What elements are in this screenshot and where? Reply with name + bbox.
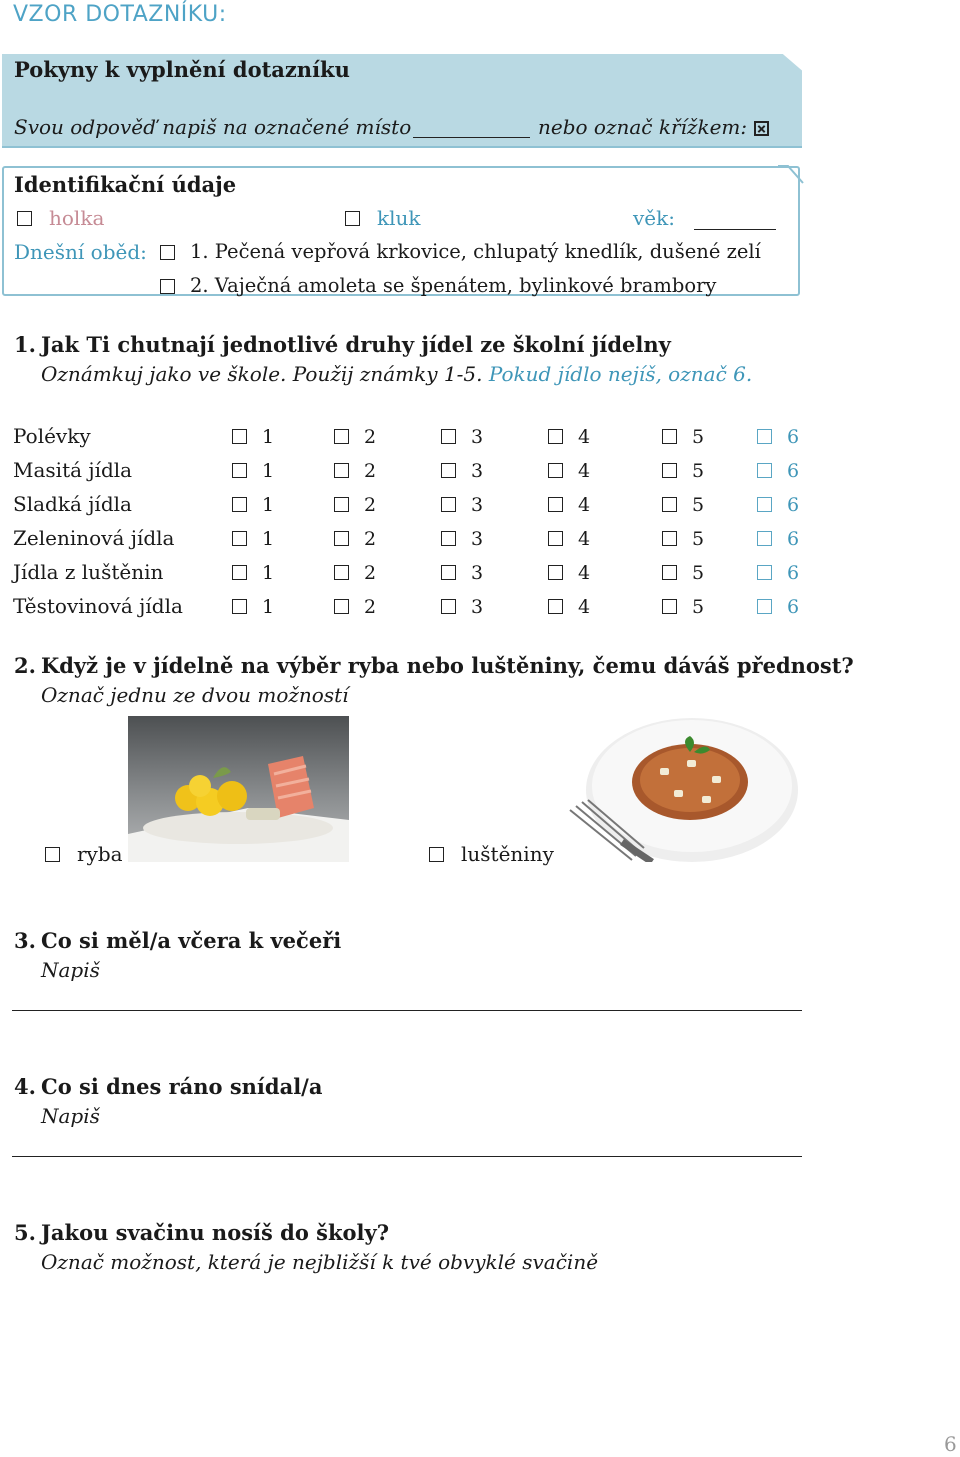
q1-grade-checkbox[interactable] bbox=[334, 429, 349, 444]
age-label: věk: bbox=[633, 206, 675, 230]
legumes-label: luštěniny bbox=[461, 842, 554, 866]
legumes-dish-image bbox=[562, 710, 807, 862]
q1-grade-checkbox[interactable] bbox=[662, 599, 677, 614]
q1-grade-checkbox[interactable] bbox=[232, 599, 247, 614]
lunch-option-2-checkbox[interactable] bbox=[160, 279, 175, 294]
q1-grade-checkbox[interactable] bbox=[548, 497, 563, 512]
identification-title: Identifikační údaje bbox=[14, 172, 237, 197]
q3-subtitle: Napiš bbox=[41, 958, 100, 982]
q1-grade-checkbox[interactable] bbox=[757, 599, 772, 614]
q1-grade-label: 2 bbox=[364, 426, 377, 448]
q1-grade-checkbox[interactable] bbox=[232, 497, 247, 512]
sample-answer-line bbox=[413, 137, 530, 138]
fish-checkbox[interactable] bbox=[45, 847, 60, 862]
q1-grade-checkbox[interactable] bbox=[662, 497, 677, 512]
q1-grade-checkbox[interactable] bbox=[334, 531, 349, 546]
q1-grade-checkbox[interactable] bbox=[662, 565, 677, 580]
age-input-line[interactable] bbox=[694, 229, 776, 230]
q1-grade-checkbox[interactable] bbox=[548, 565, 563, 580]
q1-grade-label: 6 bbox=[787, 528, 800, 550]
q1-grade-label: 4 bbox=[578, 460, 591, 482]
q2-number: 2. bbox=[14, 653, 36, 678]
q1-row-label: Těstovinová jídla bbox=[13, 594, 183, 618]
q1-row-label: Jídla z luštěnin bbox=[13, 560, 164, 584]
q1-grade-label: 3 bbox=[471, 460, 484, 482]
q1-grade-label: 4 bbox=[578, 494, 591, 516]
lunch-label: Dnešní oběd: bbox=[14, 240, 147, 264]
q1-grade-checkbox[interactable] bbox=[334, 463, 349, 478]
q4-title: Co si dnes ráno snídal/a bbox=[41, 1074, 323, 1099]
q1-grade-label: 4 bbox=[578, 596, 591, 618]
q1-grade-checkbox[interactable] bbox=[757, 531, 772, 546]
q1-grade-label: 2 bbox=[364, 528, 377, 550]
q1-grade-label: 5 bbox=[692, 460, 705, 482]
q1-grade-label: 3 bbox=[471, 596, 484, 618]
q1-grade-label: 1 bbox=[262, 494, 275, 516]
q1-subtitle-skip: Pokud jídlo nejíš, označ 6. bbox=[488, 362, 753, 386]
lunch-option-1-label: 1. Pečená vepřová krkovice, chlupatý knedlík, dušené zelí bbox=[190, 240, 761, 263]
q1-subtitle bbox=[41, 362, 752, 386]
q1-grade-checkbox[interactable] bbox=[441, 565, 456, 580]
q1-grade-label: 6 bbox=[787, 460, 800, 482]
instructions-title: Pokyny k vyplnění dotazníku bbox=[14, 57, 350, 82]
q1-grade-checkbox[interactable] bbox=[757, 429, 772, 444]
q1-title: Jak Ti chutnají jednotlivé druhy jídel ze školní jídelny bbox=[41, 332, 671, 357]
q1-grade-checkbox[interactable] bbox=[334, 599, 349, 614]
q2-subtitle: Označ jednu ze dvou možností bbox=[41, 683, 349, 707]
fish-label: ryba bbox=[77, 842, 123, 866]
q1-grade-label: 5 bbox=[692, 528, 705, 550]
q1-number: 1. bbox=[14, 332, 36, 357]
q1-grade-checkbox[interactable] bbox=[662, 429, 677, 444]
q5-number: 5. bbox=[14, 1220, 36, 1245]
q1-grade-label: 2 bbox=[364, 494, 377, 516]
q1-grade-label: 1 bbox=[262, 460, 275, 482]
q1-grade-checkbox[interactable] bbox=[441, 463, 456, 478]
q4-subtitle: Napiš bbox=[41, 1104, 100, 1128]
q1-grade-label: 3 bbox=[471, 528, 484, 550]
q1-grade-checkbox[interactable] bbox=[334, 565, 349, 580]
q1-grade-checkbox[interactable] bbox=[548, 463, 563, 478]
q1-grade-label: 1 bbox=[262, 528, 275, 550]
q1-grade-checkbox[interactable] bbox=[232, 531, 247, 546]
sample-checked-box bbox=[754, 121, 769, 136]
q1-grade-label: 6 bbox=[787, 426, 800, 448]
q1-grade-label: 5 bbox=[692, 562, 705, 584]
q1-grade-checkbox[interactable] bbox=[334, 497, 349, 512]
q1-grade-checkbox[interactable] bbox=[548, 599, 563, 614]
q1-grade-label: 2 bbox=[364, 562, 377, 584]
q3-title: Co si měl/a včera k večeři bbox=[41, 928, 342, 953]
instructions-text: Svou odpověď napiš na označené místo bbox=[14, 115, 412, 139]
q2-title: Když je v jídelně na výběr ryba nebo luštěniny, čemu dáváš přednost? bbox=[41, 653, 854, 678]
q1-grade-checkbox[interactable] bbox=[662, 531, 677, 546]
q1-grade-label: 4 bbox=[578, 426, 591, 448]
boy-label: kluk bbox=[377, 206, 421, 230]
q1-grade-label: 6 bbox=[787, 494, 800, 516]
q1-grade-checkbox[interactable] bbox=[548, 531, 563, 546]
q1-grade-checkbox[interactable] bbox=[232, 463, 247, 478]
q1-grade-label: 1 bbox=[262, 426, 275, 448]
q1-grade-label: 6 bbox=[787, 562, 800, 584]
instructions-mark-text: nebo označ křížkem: bbox=[538, 115, 748, 139]
lunch-option-2-label: 2. Vaječná amoleta se špenátem, bylinkové brambory bbox=[190, 274, 717, 297]
q1-grade-label: 2 bbox=[364, 596, 377, 618]
page-number: 6 bbox=[944, 1432, 957, 1456]
fish-dish-image bbox=[128, 716, 349, 862]
q5-title: Jakou svačinu nosíš do školy? bbox=[41, 1220, 389, 1245]
girl-label: holka bbox=[49, 206, 105, 230]
girl-checkbox[interactable] bbox=[17, 211, 32, 226]
q1-grade-checkbox[interactable] bbox=[441, 599, 456, 614]
q1-grade-checkbox[interactable] bbox=[232, 429, 247, 444]
q1-grade-label: 4 bbox=[578, 562, 591, 584]
q1-grade-checkbox[interactable] bbox=[441, 429, 456, 444]
identification-box-corner bbox=[778, 163, 806, 191]
q1-grade-label: 3 bbox=[471, 562, 484, 584]
q1-grade-label: 5 bbox=[692, 426, 705, 448]
q1-subtitle-main: Oznámkuj jako ve škole. Použij známky 1-5. bbox=[41, 362, 483, 386]
q1-grade-checkbox[interactable] bbox=[441, 531, 456, 546]
q1-row-label: Zeleninová jídla bbox=[13, 526, 175, 550]
q3-number: 3. bbox=[14, 928, 36, 953]
q1-grade-checkbox[interactable] bbox=[757, 565, 772, 580]
q1-grade-label: 1 bbox=[262, 596, 275, 618]
q1-grade-label: 1 bbox=[262, 562, 275, 584]
boy-checkbox[interactable] bbox=[345, 211, 360, 226]
q5-subtitle: Označ možnost, která je nejbližší k tvé obvyklé svačině bbox=[41, 1250, 599, 1274]
q3-answer-line[interactable] bbox=[12, 1010, 802, 1011]
legumes-checkbox[interactable] bbox=[429, 847, 444, 862]
q1-grade-label: 5 bbox=[692, 494, 705, 516]
q1-grade-checkbox[interactable] bbox=[757, 463, 772, 478]
q1-grade-label: 2 bbox=[364, 460, 377, 482]
q1-row-label: Masitá jídla bbox=[13, 458, 133, 482]
sample-label: VZOR DOTAZNÍKU: bbox=[13, 2, 227, 27]
q1-grade-label: 5 bbox=[692, 596, 705, 618]
q1-row-label: Polévky bbox=[13, 424, 91, 448]
q1-grade-checkbox[interactable] bbox=[757, 497, 772, 512]
q1-row-label: Sladká jídla bbox=[13, 492, 132, 516]
q1-grade-checkbox[interactable] bbox=[441, 497, 456, 512]
q1-grade-label: 6 bbox=[787, 596, 800, 618]
q1-grade-checkbox[interactable] bbox=[662, 463, 677, 478]
q4-number: 4. bbox=[14, 1074, 36, 1099]
instructions-box-underline bbox=[2, 146, 802, 148]
q4-answer-line[interactable] bbox=[12, 1156, 802, 1157]
q1-grade-label: 4 bbox=[578, 528, 591, 550]
q1-grade-checkbox[interactable] bbox=[548, 429, 563, 444]
lunch-option-1-checkbox[interactable] bbox=[160, 245, 175, 260]
q1-grade-checkbox[interactable] bbox=[232, 565, 247, 580]
q1-grade-label: 3 bbox=[471, 494, 484, 516]
q1-grade-label: 3 bbox=[471, 426, 484, 448]
